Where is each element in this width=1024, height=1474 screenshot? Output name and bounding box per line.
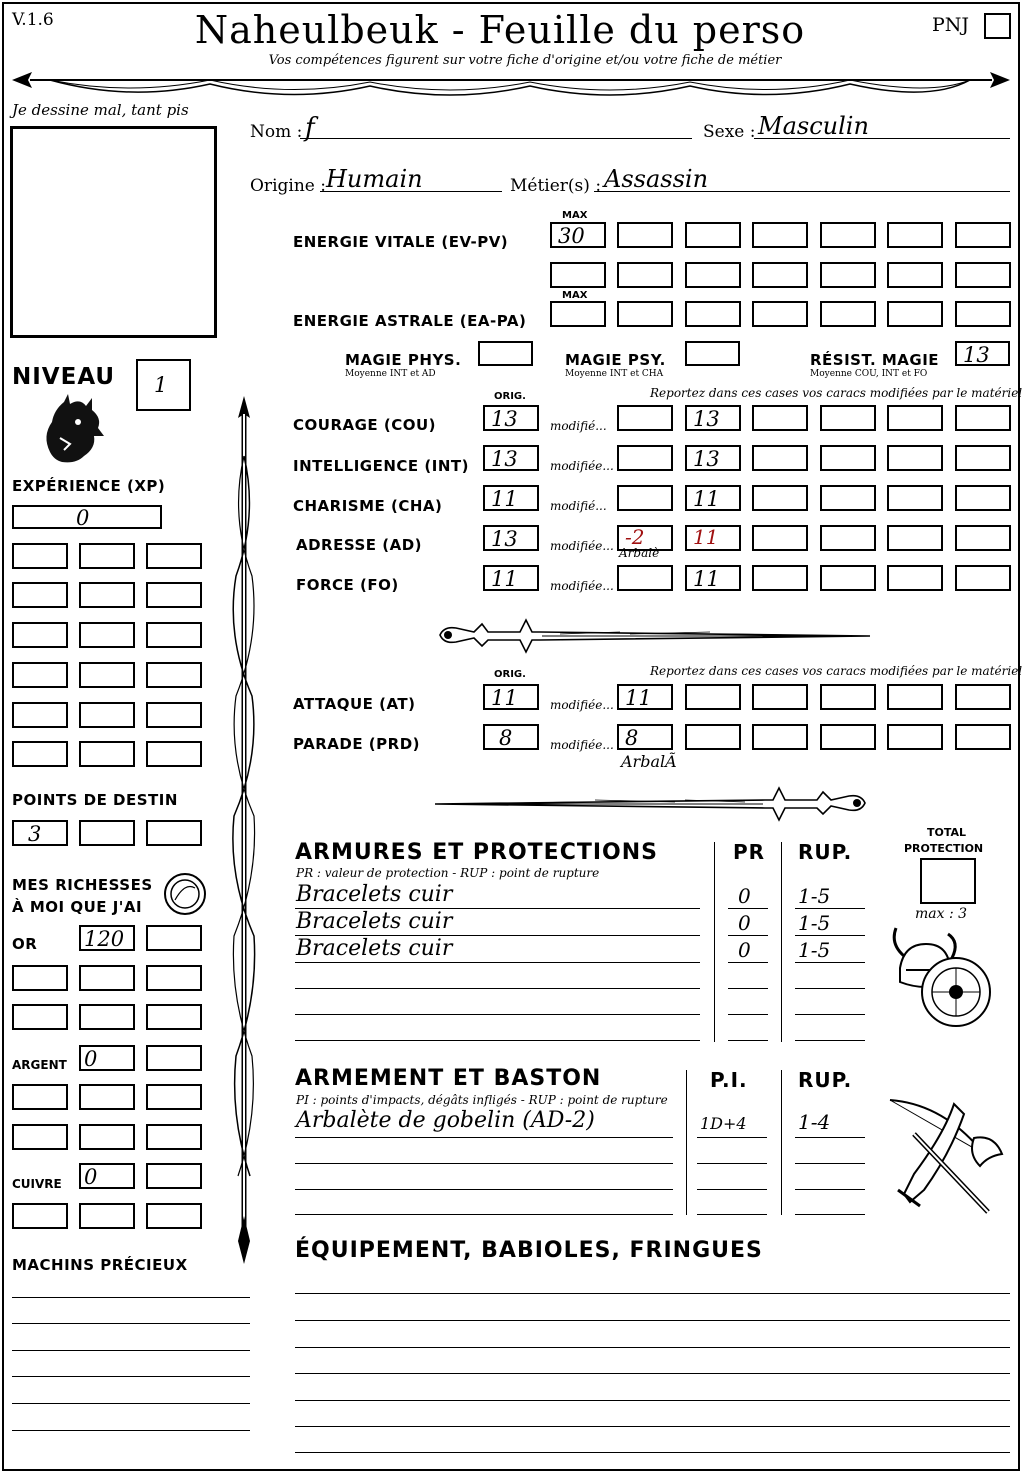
viking-helmet-shield-icon (886, 922, 998, 1040)
ev-box[interactable] (955, 222, 1011, 248)
portrait-box[interactable] (10, 126, 217, 338)
xp-grid-box[interactable] (79, 662, 135, 688)
total-protection-label: TOTAL (927, 826, 967, 839)
armor-title: ARMURES ET PROTECTIONS (295, 840, 658, 865)
xp-grid-box[interactable] (146, 662, 202, 688)
ev-box[interactable] (685, 222, 741, 248)
argent-box[interactable] (146, 1084, 202, 1110)
combat-orig-box[interactable] (483, 724, 539, 750)
equipment-line[interactable] (295, 1373, 1010, 1374)
stat-box[interactable] (955, 525, 1011, 551)
stat-orig-value: 11 (491, 487, 518, 511)
weapon-line (795, 1137, 865, 1138)
sword-icon (430, 780, 875, 826)
stat-orig-box[interactable] (483, 445, 539, 471)
weapon-line[interactable] (795, 1163, 865, 1164)
stat-orig-box[interactable] (483, 565, 539, 591)
xp-grid-box[interactable] (146, 622, 202, 648)
ev-box[interactable] (550, 262, 606, 288)
ea-max-box[interactable] (550, 301, 606, 327)
or-value: 120 (84, 927, 125, 951)
stat-box[interactable] (820, 405, 876, 431)
origine-label: Origine : (250, 176, 326, 196)
combat-mod-note: ArbalÃ (621, 752, 677, 771)
weapon-line[interactable] (697, 1189, 767, 1190)
stat-final-value: 13 (693, 447, 720, 471)
argent-box[interactable] (12, 1124, 68, 1150)
armor-line[interactable] (728, 988, 768, 989)
weapon-item-pi[interactable]: 1D+4 (700, 1114, 747, 1133)
cuivre-box[interactable] (79, 1203, 135, 1229)
xp-grid-box[interactable] (79, 543, 135, 569)
argent-value: 0 (84, 1047, 98, 1071)
or-box[interactable] (79, 1004, 135, 1030)
ev-box[interactable] (617, 222, 673, 248)
stat-mod-box[interactable] (617, 405, 673, 431)
magie-psy-box[interactable] (685, 341, 740, 366)
xp-grid-box[interactable] (79, 622, 135, 648)
pnj-label: PNJ (932, 14, 970, 36)
or-box[interactable] (146, 925, 202, 951)
machins-line[interactable] (12, 1430, 250, 1431)
armor-line[interactable] (295, 988, 700, 989)
combat-mod-label: modifiée... (550, 738, 614, 752)
stat-box[interactable] (820, 525, 876, 551)
stat-orig-value: 13 (491, 407, 518, 431)
combat-box[interactable] (887, 684, 943, 710)
armor-line (295, 962, 700, 963)
weapon-line[interactable] (697, 1163, 767, 1164)
stat-box[interactable] (820, 485, 876, 511)
armor-line[interactable] (795, 1040, 865, 1041)
stat-mod-label: modifié... (550, 499, 607, 513)
equipment-line[interactable] (295, 1452, 1010, 1453)
stat-box[interactable] (887, 445, 943, 471)
equipment-line[interactable] (295, 1293, 1010, 1294)
stat-mod-label: modifiée... (550, 459, 614, 473)
machins-line[interactable] (12, 1323, 250, 1324)
resist-magie-note: Moyenne COU, INT et FO (810, 369, 928, 379)
total-protection-label-2: PROTECTION (904, 842, 984, 855)
armor-item-name[interactable]: Bracelets cuir (296, 909, 453, 934)
combat-box[interactable] (955, 684, 1011, 710)
stat-box[interactable] (955, 565, 1011, 591)
combat-box[interactable] (820, 684, 876, 710)
stat-box[interactable] (820, 565, 876, 591)
xp-grid-box[interactable] (12, 662, 68, 688)
total-protection-box[interactable] (920, 858, 976, 904)
stat-box[interactable] (752, 525, 808, 551)
resist-magie-value: 13 (963, 343, 990, 367)
coin-icon (163, 872, 207, 916)
argent-box[interactable] (79, 1124, 135, 1150)
cuivre-label: CUIVRE (12, 1177, 62, 1191)
armor-item-rup[interactable]: 1-5 (798, 884, 831, 908)
weapon-line (295, 1137, 673, 1138)
xp-label: EXPÉRIENCE (XP) (12, 477, 166, 495)
xp-grid-box[interactable] (146, 741, 202, 767)
armor-item-pr[interactable]: 0 (738, 884, 751, 908)
weapon-line[interactable] (795, 1214, 865, 1215)
armor-line (728, 935, 768, 936)
stat-box[interactable] (752, 485, 808, 511)
stat-mod-box[interactable] (617, 485, 673, 511)
nom-label: Nom : (250, 122, 303, 142)
armor-line[interactable] (295, 1040, 700, 1041)
cuivre-value: 0 (84, 1165, 98, 1189)
stat-final-value: 11 (693, 525, 719, 549)
page-title: Naheulbeuk - Feuille du perso (194, 8, 806, 52)
ev-box[interactable] (685, 262, 741, 288)
equipment-title: ÉQUIPEMENT, BABIOLES, FRINGUES (295, 1238, 763, 1263)
richesses-label-2: À MOI QUE J'AI (12, 898, 143, 916)
niveau-value: 1 (154, 373, 168, 397)
armor-line[interactable] (728, 1014, 768, 1015)
crossed-weapons-icon (884, 1094, 1008, 1218)
stat-orig-value: 11 (491, 567, 518, 591)
ev-box[interactable] (617, 262, 673, 288)
armor-note: PR : valeur de protection - RUP : point de rupture (296, 866, 600, 880)
or-box[interactable] (146, 965, 202, 991)
ea-box[interactable] (820, 301, 876, 327)
stat-final-value: 13 (693, 407, 720, 431)
cuivre-box[interactable] (146, 1163, 202, 1189)
ev-box[interactable] (752, 262, 808, 288)
stat-box[interactable] (752, 565, 808, 591)
xp-grid-box[interactable] (12, 582, 68, 608)
stat-final-box[interactable] (685, 565, 741, 591)
sword-icon (430, 612, 875, 658)
armor-item-rup[interactable]: 1-5 (798, 938, 831, 962)
equipment-line[interactable] (295, 1347, 1010, 1348)
armor-line (795, 908, 865, 909)
version-label: V.1.6 (12, 10, 54, 30)
ea-box[interactable] (617, 301, 673, 327)
argent-box[interactable] (79, 1045, 135, 1071)
or-box[interactable] (146, 1004, 202, 1030)
machins-line[interactable] (12, 1350, 250, 1351)
stat-final-box[interactable] (685, 485, 741, 511)
cuivre-box[interactable] (146, 1203, 202, 1229)
ev-max-value: 30 (558, 224, 585, 248)
ea-box[interactable] (955, 301, 1011, 327)
stat-mod-note: Arbalè (619, 546, 660, 560)
argent-box[interactable] (146, 1124, 202, 1150)
armor-item-name[interactable]: Bracelets cuir (296, 936, 453, 961)
weapons-divider (781, 1070, 782, 1215)
combat-label: PARADE (PRD) (293, 735, 421, 753)
armor-divider (714, 842, 715, 1042)
weapons-note: PI : points d'impacts, dégâts infligés - RUP : point de rupture (296, 1093, 668, 1107)
or-box[interactable] (79, 965, 135, 991)
combat-box[interactable] (820, 724, 876, 750)
weapons-title: ARMEMENT ET BASTON (295, 1066, 602, 1091)
xp-value: 0 (76, 506, 90, 530)
destin-box[interactable] (146, 820, 202, 846)
metier-label: Métier(s) : (510, 176, 602, 196)
stat-label: COURAGE (COU) (293, 416, 437, 434)
stat-box[interactable] (955, 445, 1011, 471)
stat-orig-box[interactable] (483, 525, 539, 551)
armor-item-name[interactable]: Bracelets cuir (296, 882, 453, 907)
combat-orig-value: 8 (499, 726, 513, 750)
armor-pr-header: PR (733, 840, 766, 864)
equipment-line[interactable] (295, 1320, 1010, 1321)
weapons-pi-header: P.I. (710, 1068, 748, 1092)
or-box[interactable] (12, 1004, 68, 1030)
xp-grid-box[interactable] (146, 582, 202, 608)
stat-label: INTELLIGENCE (INT) (293, 457, 469, 475)
combat-box[interactable] (752, 684, 808, 710)
stat-mod-value: -2 (625, 525, 645, 549)
resist-magie-box[interactable] (955, 341, 1010, 366)
weapon-line[interactable] (295, 1163, 673, 1164)
stat-label: ADRESSE (AD) (296, 536, 423, 554)
combat-orig-box[interactable] (483, 684, 539, 710)
ea-max-label: MAX (562, 290, 588, 301)
destin-label: POINTS DE DESTIN (12, 791, 178, 809)
stat-orig-box[interactable] (483, 485, 539, 511)
ea-box[interactable] (685, 301, 741, 327)
armor-item-pr[interactable]: 0 (738, 938, 751, 962)
stat-orig-value: 13 (491, 527, 518, 551)
stat-box[interactable] (887, 525, 943, 551)
stat-final-box[interactable] (685, 525, 741, 551)
nom-value[interactable]: f (305, 113, 315, 143)
stat-box[interactable] (955, 485, 1011, 511)
xp-grid-box[interactable] (12, 543, 68, 569)
stat-mod-label: modifiée... (550, 539, 614, 553)
magie-phys-label: MAGIE PHYS. (345, 351, 462, 369)
stat-final-value: 11 (693, 487, 720, 511)
armor-line (728, 962, 768, 963)
pnj-checkbox[interactable] (984, 13, 1011, 39)
equipment-line[interactable] (295, 1400, 1010, 1401)
weapon-line[interactable] (295, 1214, 673, 1215)
spear-icon (226, 396, 262, 1266)
ea-label: ENERGIE ASTRALE (EA-PA) (293, 312, 527, 330)
ea-box[interactable] (752, 301, 808, 327)
armor-line (795, 962, 865, 963)
xp-grid-box[interactable] (12, 622, 68, 648)
origine-value[interactable]: Humain (326, 165, 423, 193)
weapon-item-rup[interactable]: 1-4 (798, 1110, 831, 1134)
combat-box[interactable] (887, 724, 943, 750)
xp-grid-box[interactable] (12, 702, 68, 728)
stat-final-box[interactable] (685, 445, 741, 471)
combat-report-note: Reportez dans ces cases vos caracs modifiées par le matériel (650, 664, 1023, 678)
or-box[interactable] (12, 965, 68, 991)
dragon-icon (40, 392, 106, 466)
stat-box[interactable] (752, 405, 808, 431)
xp-grid-box[interactable] (79, 582, 135, 608)
stat-orig-value: 13 (491, 447, 518, 471)
magie-psy-note: Moyenne INT et CHA (565, 369, 664, 379)
combat-box[interactable] (752, 724, 808, 750)
niveau-box[interactable] (136, 359, 191, 411)
stat-mod-box[interactable] (617, 445, 673, 471)
stat-box[interactable] (887, 485, 943, 511)
ea-box[interactable] (887, 301, 943, 327)
armor-item-pr[interactable]: 0 (738, 911, 751, 935)
magie-phys-box[interactable] (478, 341, 533, 366)
cuivre-box[interactable] (79, 1163, 135, 1189)
ev-box[interactable] (752, 222, 808, 248)
stat-box[interactable] (955, 405, 1011, 431)
armor-item-rup[interactable]: 1-5 (798, 911, 831, 935)
metier-value[interactable]: Assassin (604, 165, 709, 193)
sexe-label: Sexe : (703, 122, 756, 142)
stat-mod-label: modifié... (550, 419, 607, 433)
argent-box[interactable] (79, 1084, 135, 1110)
argent-box[interactable] (146, 1045, 202, 1071)
magie-phys-note: Moyenne INT et AD (345, 369, 436, 379)
combat-mod-value: 11 (625, 686, 652, 710)
resist-magie-label: RÉSIST. MAGIE (810, 351, 940, 369)
xp-grid-box[interactable] (79, 741, 135, 767)
armor-line[interactable] (795, 988, 865, 989)
sexe-value[interactable]: Masculin (758, 112, 869, 140)
stats-report-note: Reportez dans ces cases vos caracs modifiées par le matériel (650, 386, 1023, 400)
armor-divider (781, 842, 782, 1042)
max-note: max : 3 (915, 906, 968, 922)
xp-grid-box[interactable] (12, 741, 68, 767)
ev-box[interactable] (820, 222, 876, 248)
combat-box[interactable] (685, 724, 741, 750)
equipment-line[interactable] (295, 1426, 1010, 1427)
stat-box[interactable] (887, 565, 943, 591)
argent-box[interactable] (12, 1084, 68, 1110)
cuivre-box[interactable] (12, 1203, 68, 1229)
destin-box[interactable] (12, 820, 68, 846)
stat-box[interactable] (752, 445, 808, 471)
armor-line[interactable] (295, 1014, 700, 1015)
ev-label: ENERGIE VITALE (EV-PV) (293, 233, 509, 251)
combat-mod-box[interactable] (617, 684, 673, 710)
ev-box[interactable] (887, 222, 943, 248)
armor-line[interactable] (728, 1040, 768, 1041)
page-subtitle: Vos compétences figurent sur votre fiche d'origine et/ou votre fiche de métier (268, 53, 782, 68)
richesses-label: MES RICHESSES (12, 876, 153, 894)
stats-orig-label: ORIG. (494, 391, 526, 402)
xp-box[interactable] (12, 505, 162, 529)
ev-box[interactable] (887, 262, 943, 288)
weapon-line[interactable] (697, 1214, 767, 1215)
combat-orig-label: ORIG. (494, 669, 526, 680)
stat-final-value: 11 (693, 567, 720, 591)
machins-line[interactable] (12, 1376, 250, 1377)
combat-mod-label: modifiée... (550, 698, 614, 712)
niveau-label: NIVEAU (12, 364, 116, 390)
stat-box[interactable] (820, 445, 876, 471)
machins-line[interactable] (12, 1297, 250, 1298)
machins-label: MACHINS PRÉCIEUX (12, 1256, 188, 1274)
combat-box[interactable] (955, 724, 1011, 750)
combat-mod-box[interactable] (617, 724, 673, 750)
ev-max-label: MAX (562, 210, 588, 221)
ev-box[interactable] (955, 262, 1011, 288)
weapon-line (697, 1137, 767, 1138)
armor-rup-header: RUP. (798, 840, 853, 864)
stat-box[interactable] (887, 405, 943, 431)
or-label: OR (12, 935, 38, 953)
destin-value: 3 (28, 822, 42, 846)
xp-grid-box[interactable] (146, 702, 202, 728)
magie-psy-label: MAGIE PSY. (565, 351, 666, 369)
stat-orig-box[interactable] (483, 405, 539, 431)
weapon-item-name[interactable]: Arbalète de gobelin (AD-2) (296, 1108, 595, 1133)
weapon-line[interactable] (795, 1189, 865, 1190)
combat-label: ATTAQUE (AT) (293, 695, 416, 713)
weapons-divider (686, 1070, 687, 1215)
armor-line (795, 935, 865, 936)
armor-line[interactable] (795, 1014, 865, 1015)
machins-line[interactable] (12, 1403, 250, 1404)
ev-max-box[interactable] (550, 222, 606, 248)
stat-label: CHARISME (CHA) (293, 497, 443, 515)
destin-box[interactable] (79, 820, 135, 846)
portrait-caption: Je dessine mal, tant pis (12, 101, 189, 119)
argent-label: ARGENT (12, 1058, 67, 1072)
stat-label: FORCE (FO) (296, 576, 399, 594)
stat-final-box[interactable] (685, 405, 741, 431)
combat-box[interactable] (685, 684, 741, 710)
ev-box[interactable] (820, 262, 876, 288)
or-box[interactable] (79, 925, 135, 951)
stat-mod-label: modifiée... (550, 579, 614, 593)
xp-grid-box[interactable] (79, 702, 135, 728)
nom-line (300, 138, 692, 139)
armor-line (728, 908, 768, 909)
weapons-rup-header: RUP. (798, 1068, 853, 1092)
combat-orig-value: 11 (491, 686, 518, 710)
xp-grid-box[interactable] (146, 543, 202, 569)
stat-mod-box[interactable] (617, 565, 673, 591)
weapon-line[interactable] (295, 1189, 673, 1190)
combat-mod-value: 8 (625, 726, 639, 750)
